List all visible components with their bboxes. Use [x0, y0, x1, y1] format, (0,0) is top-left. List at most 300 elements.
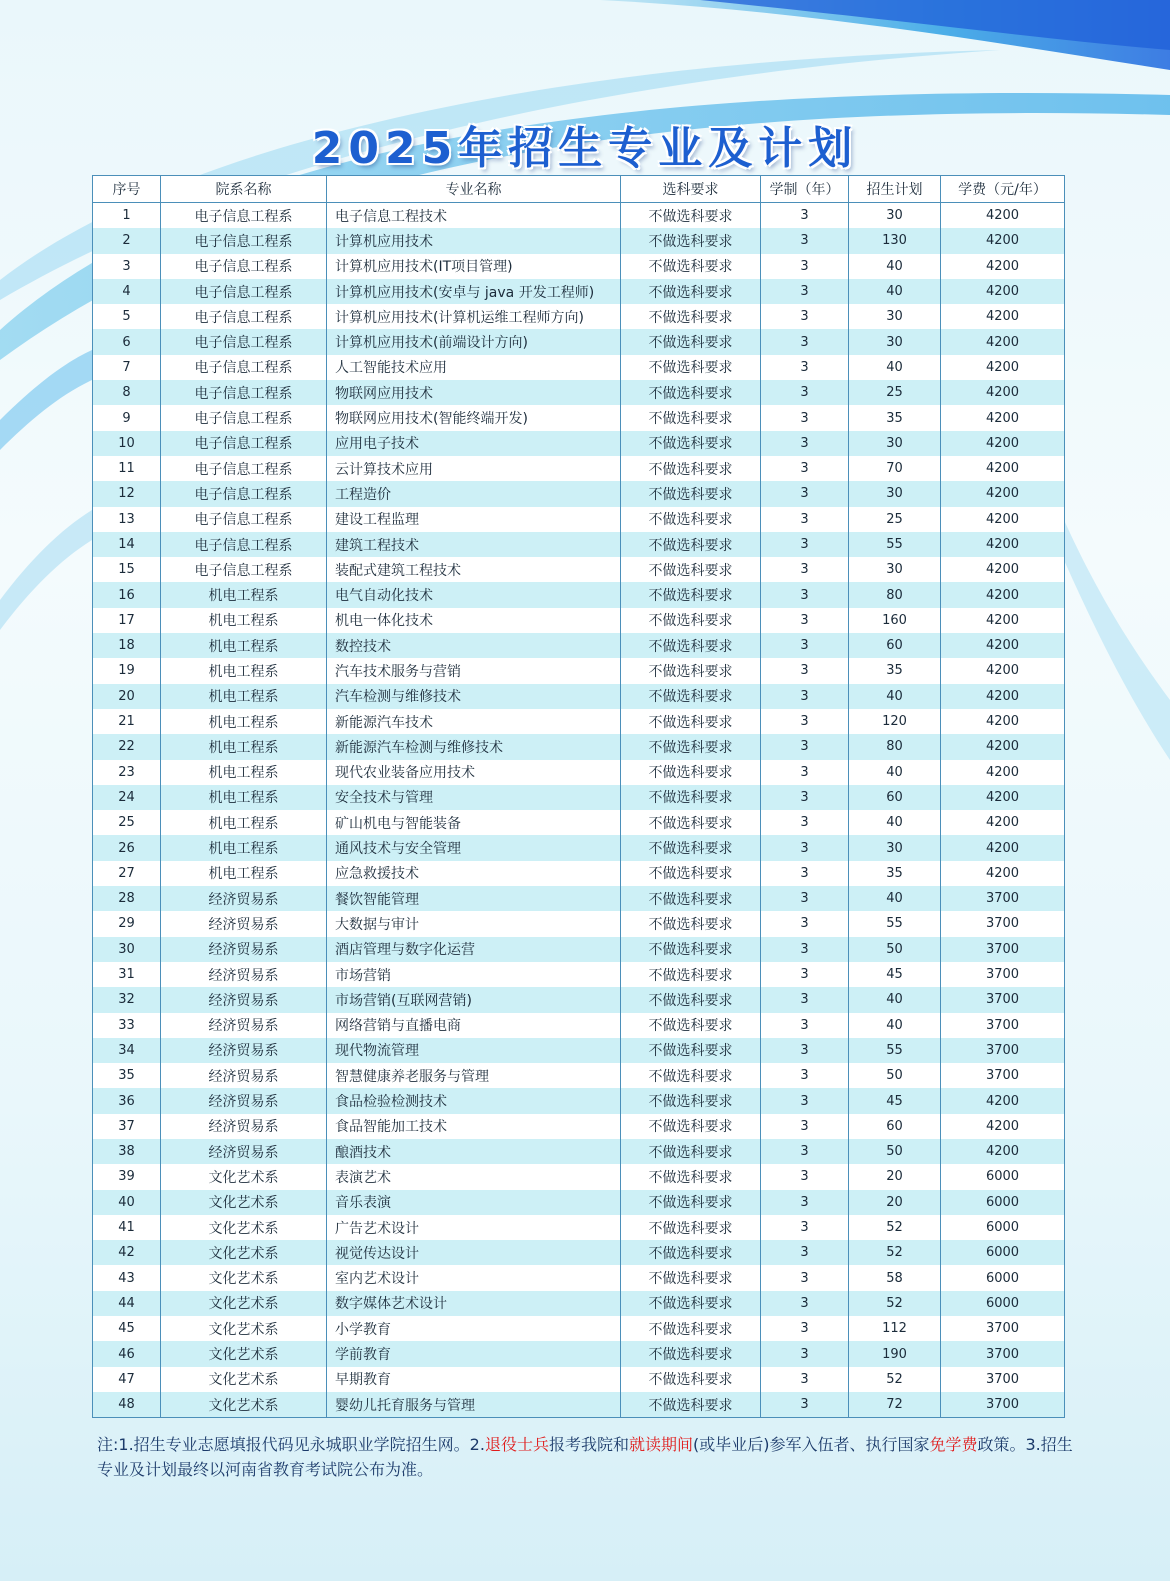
cell-duration: 3 [761, 431, 849, 456]
table-row [93, 532, 1065, 557]
cell-department: 文化艺术系 [161, 1291, 327, 1316]
cell-tuition: 3700 [941, 937, 1065, 962]
cell-department: 机电工程系 [161, 709, 327, 734]
cell-index: 21 [93, 709, 161, 734]
cell-tuition: 4200 [941, 658, 1065, 683]
cell-duration: 3 [761, 228, 849, 253]
cell-major: 计算机应用技术 [327, 228, 621, 253]
cell-index: 31 [93, 962, 161, 987]
cell-subject-requirement: 不做选科要求 [621, 304, 761, 329]
cell-department: 机电工程系 [161, 810, 327, 835]
cell-duration: 3 [761, 557, 849, 582]
cell-subject-requirement: 不做选科要求 [621, 557, 761, 582]
cell-subject-requirement: 不做选科要求 [621, 1215, 761, 1240]
cell-enrollment-plan: 30 [849, 329, 941, 354]
table-row [93, 1392, 1065, 1418]
cell-tuition: 6000 [941, 1291, 1065, 1316]
cell-subject-requirement: 不做选科要求 [621, 734, 761, 759]
cell-major: 物联网应用技术 [327, 380, 621, 405]
cell-department: 文化艺术系 [161, 1392, 327, 1418]
cell-department: 电子信息工程系 [161, 405, 327, 430]
cell-duration: 3 [761, 380, 849, 405]
cell-department: 电子信息工程系 [161, 557, 327, 582]
cell-major: 工程造价 [327, 481, 621, 506]
header-duration: 学制（年） [761, 176, 849, 203]
cell-index: 30 [93, 937, 161, 962]
cell-subject-requirement: 不做选科要求 [621, 355, 761, 380]
cell-index: 15 [93, 557, 161, 582]
cell-major: 市场营销(互联网营销) [327, 987, 621, 1012]
cell-subject-requirement: 不做选科要求 [621, 760, 761, 785]
cell-department: 经济贸易系 [161, 962, 327, 987]
cell-department: 机电工程系 [161, 734, 327, 759]
cell-duration: 3 [761, 203, 849, 229]
cell-subject-requirement: 不做选科要求 [621, 835, 761, 860]
cell-tuition: 4200 [941, 734, 1065, 759]
cell-department: 文化艺术系 [161, 1190, 327, 1215]
cell-department: 经济贸易系 [161, 1139, 327, 1164]
cell-subject-requirement: 不做选科要求 [621, 1139, 761, 1164]
cell-enrollment-plan: 45 [849, 962, 941, 987]
cell-index: 17 [93, 608, 161, 633]
cell-enrollment-plan: 35 [849, 658, 941, 683]
cell-index: 41 [93, 1215, 161, 1240]
cell-major: 现代物流管理 [327, 1038, 621, 1063]
cell-major: 视觉传达设计 [327, 1240, 621, 1265]
cell-index: 33 [93, 1013, 161, 1038]
cell-duration: 3 [761, 835, 849, 860]
cell-department: 经济贸易系 [161, 1114, 327, 1139]
cell-duration: 3 [761, 987, 849, 1012]
cell-index: 35 [93, 1063, 161, 1088]
table-row [93, 987, 1065, 1012]
cell-subject-requirement: 不做选科要求 [621, 279, 761, 304]
table-row [93, 203, 1065, 229]
cell-tuition: 3700 [941, 886, 1065, 911]
cell-duration: 3 [761, 532, 849, 557]
cell-duration: 3 [761, 279, 849, 304]
note-part-4: 政策。3.招生专业及计划最终以河南省教育考试院公布为准。 [97, 1435, 1073, 1479]
cell-enrollment-plan: 160 [849, 608, 941, 633]
cell-tuition: 3700 [941, 1341, 1065, 1366]
cell-index: 27 [93, 861, 161, 886]
table-row [93, 380, 1065, 405]
cell-major: 大数据与审计 [327, 911, 621, 936]
cell-tuition: 4200 [941, 709, 1065, 734]
table-row [93, 279, 1065, 304]
cell-department: 文化艺术系 [161, 1265, 327, 1290]
cell-subject-requirement: 不做选科要求 [621, 937, 761, 962]
cell-major: 食品智能加工技术 [327, 1114, 621, 1139]
cell-tuition: 3700 [941, 1038, 1065, 1063]
cell-department: 机电工程系 [161, 582, 327, 607]
cell-tuition: 3700 [941, 1392, 1065, 1418]
cell-tuition: 4200 [941, 456, 1065, 481]
page-title: 2025年招生专业及计划 [311, 123, 859, 174]
header-index: 序号 [93, 176, 161, 203]
cell-duration: 3 [761, 1215, 849, 1240]
cell-duration: 3 [761, 1265, 849, 1290]
cell-duration: 3 [761, 456, 849, 481]
cell-tuition: 3700 [941, 1367, 1065, 1392]
cell-enrollment-plan: 20 [849, 1164, 941, 1189]
cell-department: 文化艺术系 [161, 1215, 327, 1240]
enrollment-table [92, 175, 1065, 1418]
cell-major: 酿酒技术 [327, 1139, 621, 1164]
enrollment-table-container [92, 175, 1064, 1418]
cell-department: 文化艺术系 [161, 1367, 327, 1392]
cell-index: 25 [93, 810, 161, 835]
cell-enrollment-plan: 58 [849, 1265, 941, 1290]
cell-subject-requirement: 不做选科要求 [621, 911, 761, 936]
table-row [93, 1088, 1065, 1113]
table-row [93, 608, 1065, 633]
cell-tuition: 4200 [941, 557, 1065, 582]
cell-department: 电子信息工程系 [161, 380, 327, 405]
cell-enrollment-plan: 40 [849, 355, 941, 380]
table-row [93, 861, 1065, 886]
cell-index: 44 [93, 1291, 161, 1316]
cell-index: 36 [93, 1088, 161, 1113]
cell-index: 45 [93, 1316, 161, 1341]
cell-index: 7 [93, 355, 161, 380]
cell-index: 11 [93, 456, 161, 481]
cell-subject-requirement: 不做选科要求 [621, 1265, 761, 1290]
note-part-3: (或毕业后)参军入伍者、执行国家 [692, 1435, 930, 1454]
cell-department: 经济贸易系 [161, 1038, 327, 1063]
table-row [93, 1114, 1065, 1139]
cell-tuition: 4200 [941, 861, 1065, 886]
table-row [93, 1215, 1065, 1240]
cell-duration: 3 [761, 810, 849, 835]
cell-index: 24 [93, 785, 161, 810]
cell-subject-requirement: 不做选科要求 [621, 1164, 761, 1189]
cell-subject-requirement: 不做选科要求 [621, 405, 761, 430]
cell-index: 22 [93, 734, 161, 759]
cell-duration: 3 [761, 911, 849, 936]
note-part-1: 注:1.招生专业志愿填报代码见永城职业学院招生网。2. [97, 1435, 485, 1454]
cell-index: 47 [93, 1367, 161, 1392]
cell-subject-requirement: 不做选科要求 [621, 962, 761, 987]
cell-major: 学前教育 [327, 1341, 621, 1366]
cell-major: 电气自动化技术 [327, 582, 621, 607]
cell-enrollment-plan: 40 [849, 684, 941, 709]
cell-duration: 3 [761, 329, 849, 354]
cell-index: 4 [93, 279, 161, 304]
cell-duration: 3 [761, 1088, 849, 1113]
table-row [93, 1139, 1065, 1164]
cell-subject-requirement: 不做选科要求 [621, 380, 761, 405]
table-row [93, 355, 1065, 380]
table-row [93, 633, 1065, 658]
cell-enrollment-plan: 30 [849, 557, 941, 582]
cell-subject-requirement: 不做选科要求 [621, 1038, 761, 1063]
cell-major: 汽车检测与维修技术 [327, 684, 621, 709]
cell-department: 电子信息工程系 [161, 456, 327, 481]
cell-major: 现代农业装备应用技术 [327, 760, 621, 785]
cell-enrollment-plan: 55 [849, 532, 941, 557]
cell-department: 经济贸易系 [161, 911, 327, 936]
cell-enrollment-plan: 80 [849, 734, 941, 759]
table-row [93, 1291, 1065, 1316]
cell-major: 数控技术 [327, 633, 621, 658]
cell-enrollment-plan: 30 [849, 835, 941, 860]
table-row [93, 1240, 1065, 1265]
cell-enrollment-plan: 52 [849, 1291, 941, 1316]
cell-duration: 3 [761, 481, 849, 506]
header-tuition: 学费（元/年） [941, 176, 1065, 203]
table-row [93, 911, 1065, 936]
cell-duration: 3 [761, 304, 849, 329]
cell-enrollment-plan: 112 [849, 1316, 941, 1341]
cell-enrollment-plan: 25 [849, 380, 941, 405]
header-major: 专业名称 [327, 176, 621, 203]
cell-enrollment-plan: 190 [849, 1341, 941, 1366]
table-row [93, 456, 1065, 481]
cell-department: 机电工程系 [161, 861, 327, 886]
cell-duration: 3 [761, 709, 849, 734]
cell-duration: 3 [761, 507, 849, 532]
cell-enrollment-plan: 35 [849, 861, 941, 886]
cell-tuition: 4200 [941, 304, 1065, 329]
cell-subject-requirement: 不做选科要求 [621, 507, 761, 532]
cell-index: 5 [93, 304, 161, 329]
cell-tuition: 4200 [941, 810, 1065, 835]
cell-major: 安全技术与管理 [327, 785, 621, 810]
cell-enrollment-plan: 120 [849, 709, 941, 734]
cell-subject-requirement: 不做选科要求 [621, 1063, 761, 1088]
cell-index: 14 [93, 532, 161, 557]
cell-tuition: 3700 [941, 987, 1065, 1012]
table-row [93, 557, 1065, 582]
cell-index: 8 [93, 380, 161, 405]
cell-department: 经济贸易系 [161, 1088, 327, 1113]
cell-enrollment-plan: 40 [849, 279, 941, 304]
cell-department: 经济贸易系 [161, 1063, 327, 1088]
cell-index: 26 [93, 835, 161, 860]
header-department: 院系名称 [161, 176, 327, 203]
cell-duration: 3 [761, 633, 849, 658]
cell-department: 经济贸易系 [161, 987, 327, 1012]
cell-tuition: 3700 [941, 911, 1065, 936]
cell-major: 室内艺术设计 [327, 1265, 621, 1290]
cell-tuition: 4200 [941, 203, 1065, 229]
note-highlight-study-period: 就读期间 [628, 1435, 693, 1454]
cell-subject-requirement: 不做选科要求 [621, 785, 761, 810]
cell-index: 29 [93, 911, 161, 936]
cell-major: 矿山机电与智能装备 [327, 810, 621, 835]
cell-enrollment-plan: 52 [849, 1367, 941, 1392]
table-row [93, 254, 1065, 279]
cell-tuition: 4200 [941, 279, 1065, 304]
cell-duration: 3 [761, 1240, 849, 1265]
cell-tuition: 4200 [941, 684, 1065, 709]
cell-department: 电子信息工程系 [161, 228, 327, 253]
cell-department: 经济贸易系 [161, 886, 327, 911]
cell-department: 机电工程系 [161, 760, 327, 785]
cell-index: 46 [93, 1341, 161, 1366]
cell-index: 18 [93, 633, 161, 658]
table-row [93, 507, 1065, 532]
cell-major: 网络营销与直播电商 [327, 1013, 621, 1038]
cell-subject-requirement: 不做选科要求 [621, 633, 761, 658]
cell-major: 智慧健康养老服务与管理 [327, 1063, 621, 1088]
note-highlight-free-tuition: 免学费 [929, 1435, 978, 1454]
cell-subject-requirement: 不做选科要求 [621, 228, 761, 253]
cell-major: 表演艺术 [327, 1164, 621, 1189]
cell-index: 43 [93, 1265, 161, 1290]
header-enrollment-plan: 招生计划 [849, 176, 941, 203]
cell-enrollment-plan: 70 [849, 456, 941, 481]
cell-major: 应用电子技术 [327, 431, 621, 456]
cell-index: 34 [93, 1038, 161, 1063]
cell-major: 音乐表演 [327, 1190, 621, 1215]
cell-enrollment-plan: 40 [849, 760, 941, 785]
cell-subject-requirement: 不做选科要求 [621, 886, 761, 911]
cell-subject-requirement: 不做选科要求 [621, 254, 761, 279]
cell-duration: 3 [761, 1341, 849, 1366]
cell-enrollment-plan: 40 [849, 810, 941, 835]
cell-index: 23 [93, 760, 161, 785]
cell-tuition: 6000 [941, 1164, 1065, 1189]
cell-major: 物联网应用技术(智能终端开发) [327, 405, 621, 430]
cell-duration: 3 [761, 734, 849, 759]
table-row [93, 734, 1065, 759]
cell-major: 计算机应用技术(计算机运维工程师方向) [327, 304, 621, 329]
cell-tuition: 4200 [941, 1139, 1065, 1164]
cell-enrollment-plan: 72 [849, 1392, 941, 1418]
cell-index: 12 [93, 481, 161, 506]
cell-tuition: 3700 [941, 1316, 1065, 1341]
cell-enrollment-plan: 60 [849, 1114, 941, 1139]
cell-index: 13 [93, 507, 161, 532]
cell-subject-requirement: 不做选科要求 [621, 1392, 761, 1418]
cell-department: 电子信息工程系 [161, 481, 327, 506]
table-row [93, 1038, 1065, 1063]
cell-major: 食品检验检测技术 [327, 1088, 621, 1113]
cell-enrollment-plan: 45 [849, 1088, 941, 1113]
cell-department: 经济贸易系 [161, 937, 327, 962]
cell-tuition: 4200 [941, 254, 1065, 279]
cell-department: 机电工程系 [161, 633, 327, 658]
cell-index: 3 [93, 254, 161, 279]
cell-index: 9 [93, 405, 161, 430]
cell-tuition: 4200 [941, 608, 1065, 633]
cell-department: 机电工程系 [161, 785, 327, 810]
cell-department: 机电工程系 [161, 835, 327, 860]
cell-major: 通风技术与安全管理 [327, 835, 621, 860]
cell-tuition: 4200 [941, 431, 1065, 456]
cell-department: 机电工程系 [161, 684, 327, 709]
cell-tuition: 6000 [941, 1265, 1065, 1290]
table-row [93, 431, 1065, 456]
cell-duration: 3 [761, 1291, 849, 1316]
cell-enrollment-plan: 52 [849, 1215, 941, 1240]
cell-duration: 3 [761, 684, 849, 709]
cell-subject-requirement: 不做选科要求 [621, 608, 761, 633]
cell-index: 42 [93, 1240, 161, 1265]
table-row [93, 785, 1065, 810]
table-row [93, 886, 1065, 911]
cell-tuition: 3700 [941, 1063, 1065, 1088]
cell-tuition: 6000 [941, 1190, 1065, 1215]
note-highlight-veterans: 退役士兵 [484, 1435, 549, 1454]
cell-department: 机电工程系 [161, 658, 327, 683]
cell-enrollment-plan: 40 [849, 886, 941, 911]
cell-tuition: 6000 [941, 1240, 1065, 1265]
cell-enrollment-plan: 60 [849, 785, 941, 810]
cell-tuition: 4200 [941, 329, 1065, 354]
cell-subject-requirement: 不做选科要求 [621, 1088, 761, 1113]
cell-subject-requirement: 不做选科要求 [621, 431, 761, 456]
cell-tuition: 4200 [941, 532, 1065, 557]
table-row [93, 1316, 1065, 1341]
cell-tuition: 4200 [941, 760, 1065, 785]
cell-duration: 3 [761, 861, 849, 886]
cell-department: 电子信息工程系 [161, 431, 327, 456]
cell-subject-requirement: 不做选科要求 [621, 481, 761, 506]
cell-department: 电子信息工程系 [161, 329, 327, 354]
cell-major: 机电一体化技术 [327, 608, 621, 633]
cell-duration: 3 [761, 1114, 849, 1139]
cell-index: 19 [93, 658, 161, 683]
cell-department: 电子信息工程系 [161, 355, 327, 380]
cell-major: 装配式建筑工程技术 [327, 557, 621, 582]
cell-subject-requirement: 不做选科要求 [621, 582, 761, 607]
cell-index: 6 [93, 329, 161, 354]
cell-duration: 3 [761, 1139, 849, 1164]
cell-subject-requirement: 不做选科要求 [621, 861, 761, 886]
cell-subject-requirement: 不做选科要求 [621, 987, 761, 1012]
cell-enrollment-plan: 40 [849, 987, 941, 1012]
cell-subject-requirement: 不做选科要求 [621, 456, 761, 481]
cell-tuition: 4200 [941, 1114, 1065, 1139]
cell-tuition: 4200 [941, 355, 1065, 380]
cell-major: 婴幼儿托育服务与管理 [327, 1392, 621, 1418]
table-row [93, 709, 1065, 734]
cell-index: 10 [93, 431, 161, 456]
header-subject-requirement: 选科要求 [621, 176, 761, 203]
cell-index: 32 [93, 987, 161, 1012]
cell-index: 48 [93, 1392, 161, 1418]
cell-subject-requirement: 不做选科要求 [621, 203, 761, 229]
table-row [93, 760, 1065, 785]
table-row [93, 329, 1065, 354]
cell-major: 云计算技术应用 [327, 456, 621, 481]
cell-duration: 3 [761, 962, 849, 987]
cell-tuition: 4200 [941, 582, 1065, 607]
cell-duration: 3 [761, 886, 849, 911]
cell-major: 市场营销 [327, 962, 621, 987]
cell-tuition: 3700 [941, 1013, 1065, 1038]
cell-enrollment-plan: 30 [849, 481, 941, 506]
table-row [93, 1063, 1065, 1088]
cell-duration: 3 [761, 658, 849, 683]
cell-index: 2 [93, 228, 161, 253]
cell-tuition: 4200 [941, 507, 1065, 532]
cell-duration: 3 [761, 1013, 849, 1038]
cell-enrollment-plan: 25 [849, 507, 941, 532]
cell-index: 16 [93, 582, 161, 607]
cell-duration: 3 [761, 355, 849, 380]
cell-enrollment-plan: 40 [849, 254, 941, 279]
cell-duration: 3 [761, 1164, 849, 1189]
table-row [93, 1367, 1065, 1392]
cell-subject-requirement: 不做选科要求 [621, 1240, 761, 1265]
cell-department: 电子信息工程系 [161, 279, 327, 304]
table-row [93, 1013, 1065, 1038]
cell-department: 文化艺术系 [161, 1316, 327, 1341]
